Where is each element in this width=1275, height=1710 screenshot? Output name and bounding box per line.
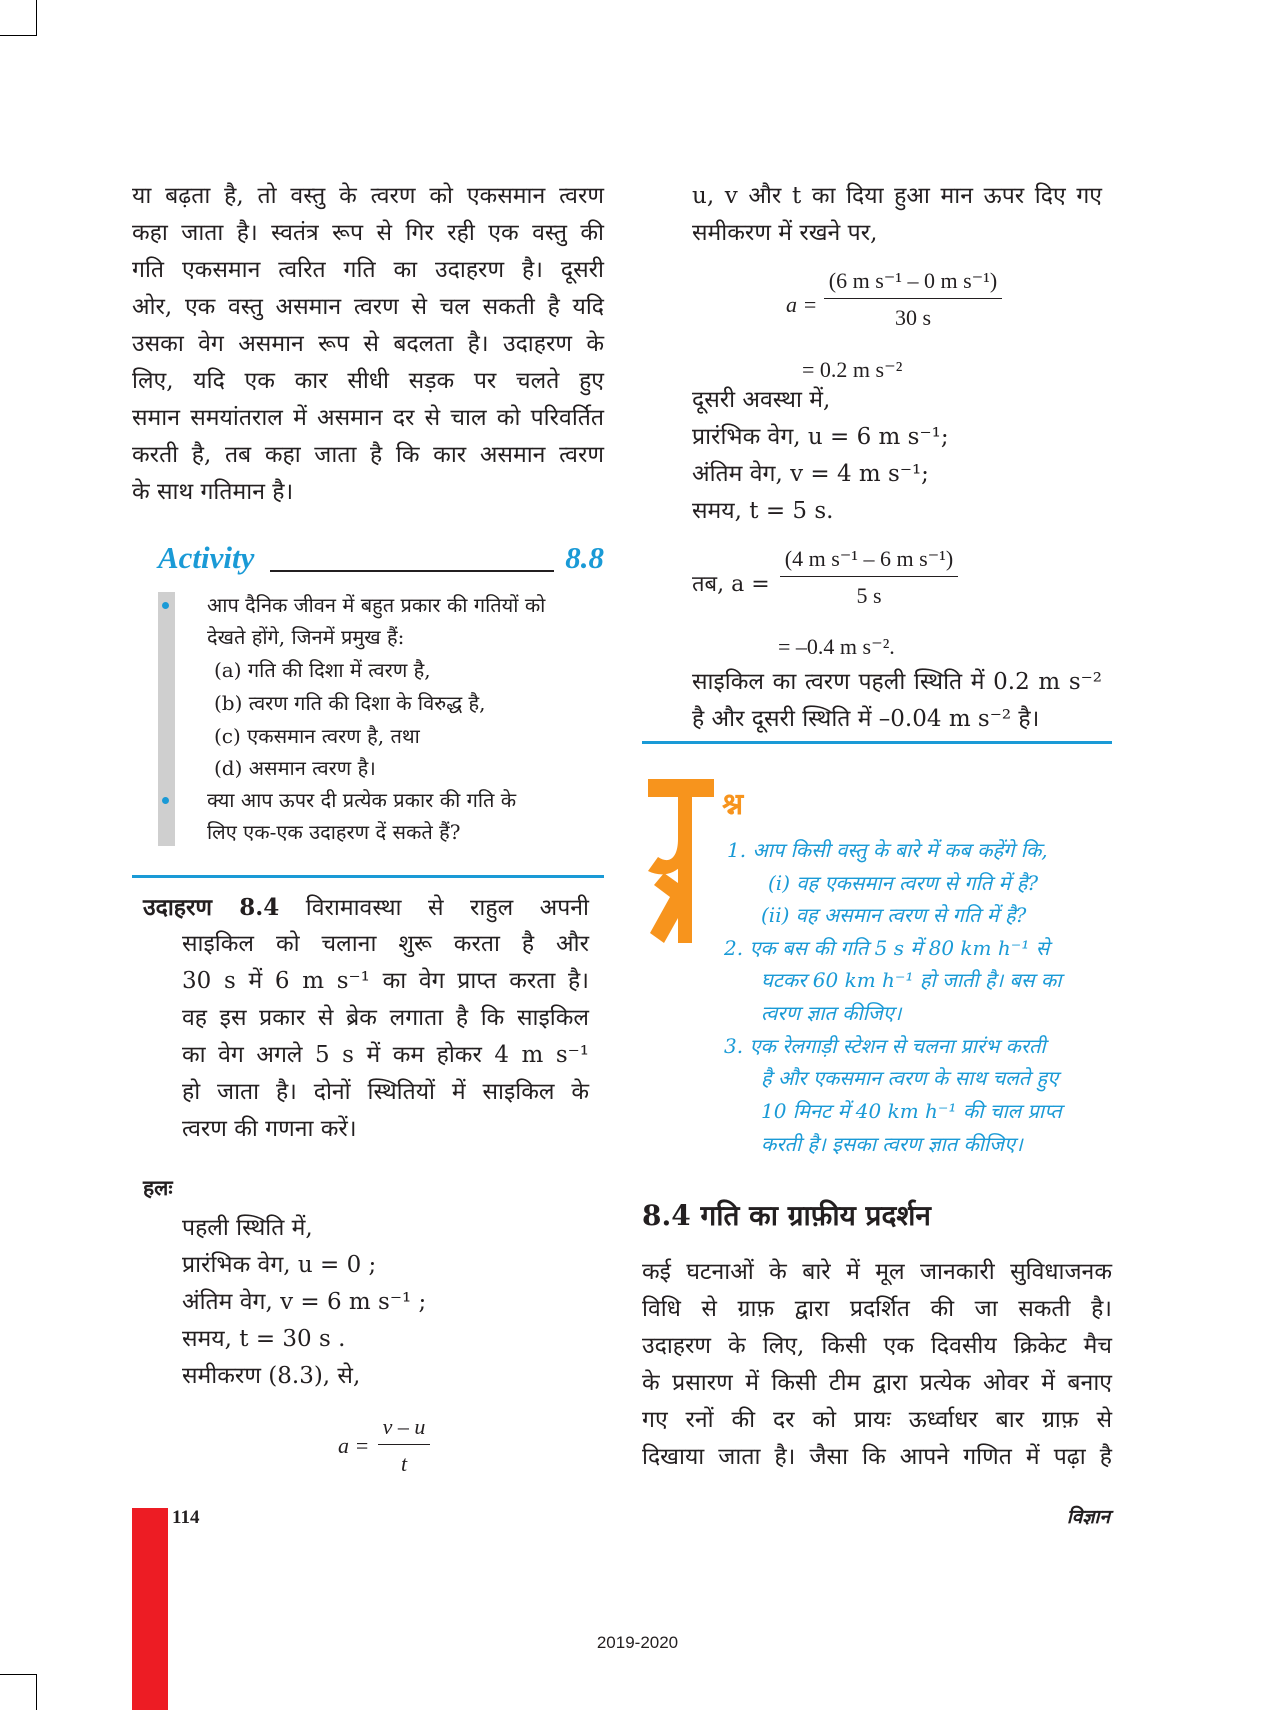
bullet-icon — [162, 797, 169, 804]
activity-line: (c) एकसमान त्वरण है, तथा — [214, 724, 420, 748]
calc2-numerator: (4 m s⁻¹ – 6 m s⁻¹) — [780, 546, 958, 577]
calc1-denominator: 30 s — [894, 305, 932, 330]
solution-label: हलः — [143, 1175, 173, 1200]
question-letter-icon — [634, 773, 714, 943]
substitution-line: u, v और t का दिया हुआ मान ऊपर दिए गए — [692, 183, 1102, 209]
second-case-line: समय, t = 5 s. — [692, 498, 834, 524]
activity-line: (d) असमान त्वरण है। — [214, 756, 376, 780]
question-line: (ii) वह असमान त्वरण से गति में है? — [761, 903, 1027, 927]
question-line: त्वरण ज्ञात कीजिए। — [761, 1001, 902, 1025]
intro-line: ओर, एक वस्तु असमान त्वरण से चल सकती है यदि — [132, 294, 604, 320]
intro-line: समान समयांतराल में असमान दर से चाल को परिवर्तित — [132, 405, 604, 431]
book-name: विज्ञान — [1066, 1506, 1110, 1528]
activity-side-bar — [158, 592, 175, 846]
question-line: 3. एक रेलगाड़ी स्टेशन से चलना प्रारंभ करती — [724, 1034, 1046, 1058]
conclusion-block — [692, 664, 1102, 738]
activity-line: क्या आप ऊपर दी प्रत्येक प्रकार की गति के — [207, 788, 517, 812]
page-edge-bar — [132, 1508, 168, 1710]
crop-mark-bottom — [0, 1674, 37, 1675]
calc2-result: = –0.4 m s⁻². — [778, 634, 895, 659]
section-line: गए रनों की दर को प्रायः ऊर्ध्वाधर बार ग्राफ़ से — [642, 1407, 1112, 1433]
intro-line: कहा जाता है। स्वतंत्र रूप से गिर रही एक वस्तु की — [132, 220, 604, 246]
second-case-line: प्रारंभिक वेग, u = 6 m s⁻¹; — [692, 424, 949, 450]
example-body — [182, 926, 589, 1148]
intro-line: गति एकसमान त्वरित गति का उदाहरण है। दूसरी — [132, 257, 604, 283]
activity-number: 8.8 — [565, 540, 604, 575]
calc1-lhs: a = — [786, 292, 818, 317]
example-text: विरामावस्था से राहुल अपनी — [305, 895, 590, 921]
question-line: 2. एक बस की गति 5 s में 80 km h⁻¹ से — [724, 936, 1050, 960]
edition-year: 2019-2020 — [596, 1633, 679, 1652]
crop-mark-top — [0, 35, 37, 36]
calc2-fraction — [780, 546, 958, 609]
activity-line: (a) गति की दिशा में त्वरण है, — [214, 658, 431, 682]
question-line: है और एकसमान त्वरण के साथ चलते हुए — [761, 1066, 1059, 1090]
activity-line: (b) त्वरण गति की दिशा के विरुद्ध है, — [214, 691, 486, 715]
question-line: 10 मिनट में 40 km h⁻¹ की चाल प्राप्त — [761, 1099, 1062, 1123]
formula-fraction — [378, 1414, 430, 1477]
intro-line: करती है, तब कहा जाता है कि कार असमान त्वरण — [132, 442, 604, 468]
section-title: 8.4 गति का ग्राफ़ीय प्रदर्शन — [642, 1199, 931, 1232]
example-line: साइकिल को चलाना शुरू करता है और — [182, 931, 589, 957]
solution-line: समय, t = 30 s . — [182, 1326, 346, 1352]
question-line: (i) वह एकसमान त्वरण से गति में है? — [768, 871, 1039, 895]
intro-line: या बढ़ता है, तो वस्तु के त्वरण को एकसमान त्वरण — [132, 183, 604, 209]
second-case-line: दूसरी अवस्था में, — [692, 387, 831, 413]
solution-line: पहली स्थिति में, — [182, 1215, 313, 1241]
example-line: त्वरण की गणना करें। — [182, 1116, 357, 1142]
activity-header — [158, 540, 606, 580]
calc2-lhs: तब, a = — [692, 572, 770, 597]
question-line: घटकर 60 km h⁻¹ हो जाती है। बस का — [761, 968, 1062, 992]
intro-line: लिए, यदि एक कार सीधी सड़क पर चलते हुए — [132, 368, 604, 394]
section-line: उदाहरण के लिए, किसी एक दिवसीय क्रिकेट मैच — [642, 1333, 1112, 1359]
activity-line: देखते होंगे, जिनमें प्रमुख हैं: — [207, 625, 405, 649]
questions-separator — [642, 741, 1112, 744]
example-line: 30 s में 6 m s⁻¹ का वेग प्राप्त करता है। — [182, 968, 589, 994]
section-line: दिखाया जाता है। जैसा कि आपने गणित में पढ़ा है — [642, 1444, 1112, 1470]
second-case-line: अंतिम वेग, v = 4 m s⁻¹; — [692, 461, 929, 487]
formula-lhs: a = — [338, 1433, 370, 1458]
activity-underline — [270, 570, 554, 572]
example-line — [143, 889, 589, 927]
formula-numerator: v – u — [378, 1414, 430, 1445]
questions-title: श्न — [722, 787, 744, 822]
example-separator — [132, 875, 604, 878]
calc1-fraction — [824, 268, 1002, 331]
question-line: करती है। इसका त्वरण ज्ञात कीजिए। — [761, 1132, 1023, 1156]
calc2-denominator: 5 s — [856, 583, 882, 608]
bullet-icon — [162, 602, 169, 609]
example-label: उदाहरण 8.4 — [143, 894, 280, 921]
crop-mark-bottom-vertical — [36, 1674, 37, 1710]
page-number: 114 — [172, 1507, 200, 1528]
calc1-numerator: (6 m s⁻¹ – 0 m s⁻¹) — [824, 268, 1002, 299]
example-line: का वेग अगले 5 s में कम होकर 4 m s⁻¹ — [182, 1042, 589, 1068]
example-line: हो जाता है। दोनों स्थितियों में साइकिल के — [182, 1079, 589, 1105]
intro-line: के साथ गतिमान है। — [132, 479, 294, 505]
intro-paragraph — [132, 178, 604, 511]
section-paragraph — [642, 1254, 1112, 1476]
substitution-text — [692, 178, 1102, 252]
section-line: विधि से ग्राफ़ द्वारा प्रदर्शित की जा सकती है। — [642, 1296, 1112, 1322]
conclusion-line: साइकिल का त्वरण पहली स्थिति में 0.2 m s⁻² — [692, 669, 1102, 695]
activity-line: आप दैनिक जीवन में बहुत प्रकार की गतियों को — [207, 593, 546, 617]
example-block — [143, 889, 589, 927]
solution-line: प्रारंभिक वेग, u = 0 ; — [182, 1252, 377, 1278]
calc1-result: = 0.2 m s⁻² — [802, 357, 903, 382]
conclusion-line: है और दूसरी स्थिति में –0.04 m s⁻² है। — [692, 706, 1040, 732]
formula-denominator: t — [400, 1451, 408, 1476]
section-line: कई घटनाओं के बारे में मूल जानकारी सुविधाजनक — [642, 1259, 1112, 1285]
second-case-block — [692, 382, 1072, 530]
activity-title: Activity — [158, 540, 255, 575]
intro-line: उसका वेग असमान रूप से बदलता है। उदाहरण के — [132, 331, 604, 357]
solution-block — [182, 1210, 482, 1395]
example-line: वह इस प्रकार से ब्रेक लगाता है कि साइकिल — [182, 1005, 589, 1031]
crop-mark-top-vertical — [36, 0, 37, 36]
question-line: 1. आप किसी वस्तु के बारे में कब कहेंगे कि, — [727, 838, 1048, 862]
solution-line: अंतिम वेग, v = 6 m s⁻¹ ; — [182, 1289, 427, 1315]
solution-line: समीकरण (8.3), से, — [182, 1363, 361, 1389]
section-line: के प्रसारण में किसी टीम द्वारा प्रत्येक ओवर में बनाए — [642, 1370, 1112, 1396]
substitution-line: समीकरण में रखने पर, — [692, 220, 878, 246]
activity-line: लिए एक-एक उदाहरण दें सकते हैं? — [207, 820, 461, 844]
